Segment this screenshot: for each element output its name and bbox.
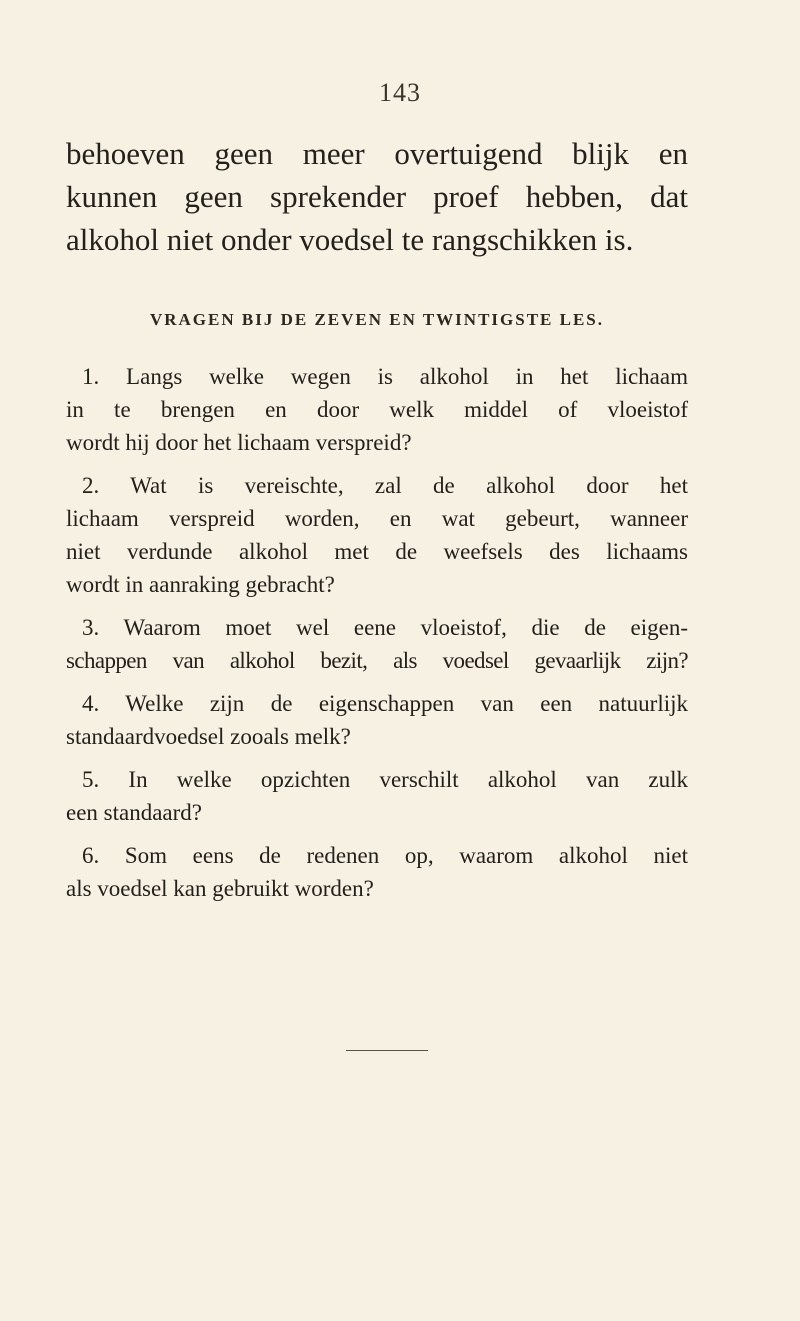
intro-line: kunnen geen sprekender proef hebben, dat bbox=[66, 179, 688, 214]
question-line: als voedsel kan gebruikt worden? bbox=[66, 876, 374, 901]
question-item bbox=[66, 469, 688, 601]
question-line: een standaard? bbox=[66, 800, 203, 825]
intro-paragraph bbox=[66, 132, 688, 261]
question-item bbox=[66, 687, 688, 753]
question-line: niet verdunde alkohol met de weefsels des lichaams bbox=[66, 539, 688, 564]
intro-line: behoeven geen meer overtuigend blijk en bbox=[66, 136, 688, 171]
page-number: 143 bbox=[379, 78, 421, 107]
question-line: lichaam verspreid worden, en wat gebeurt, wanneer bbox=[66, 506, 688, 531]
question-line: in te brengen en door welk middel of vloeistof bbox=[66, 397, 688, 422]
question-line: 6. Som eens de redenen op, waarom alkohol niet bbox=[82, 843, 688, 868]
section-heading: VRAGEN BIJ DE ZEVEN EN TWINTIGSTE LES. bbox=[149, 310, 605, 329]
questions-list bbox=[66, 360, 688, 915]
question-line: wordt hij door het lichaam verspreid? bbox=[66, 430, 412, 455]
question-item bbox=[66, 611, 688, 677]
question-line: 4. Welke zijn de eigenschappen van een natuurlijk bbox=[82, 691, 688, 716]
question-line: 2. Wat is vereischte, zal de alkohol door het bbox=[82, 473, 688, 498]
question-line: 5. In welke opzichten verschilt alkohol van zulk bbox=[82, 767, 688, 792]
question-line: standaardvoedsel zooals melk? bbox=[66, 724, 351, 749]
question-line: 1. Langs welke wegen is alkohol in het lichaam bbox=[82, 364, 688, 389]
intro-line: alkohol niet onder voedsel te rangschikken is. bbox=[66, 222, 634, 257]
question-line: 3. Waarom moet wel eene vloeistof, die de eigen- bbox=[82, 615, 688, 640]
question-item bbox=[66, 763, 688, 829]
question-item bbox=[66, 839, 688, 905]
question-line: schappen van alkohol bezit, als voedsel gevaarlijk zijn? bbox=[66, 648, 688, 673]
question-item bbox=[66, 360, 688, 459]
end-rule bbox=[346, 1050, 428, 1051]
question-line: wordt in aanraking gebracht? bbox=[66, 572, 335, 597]
